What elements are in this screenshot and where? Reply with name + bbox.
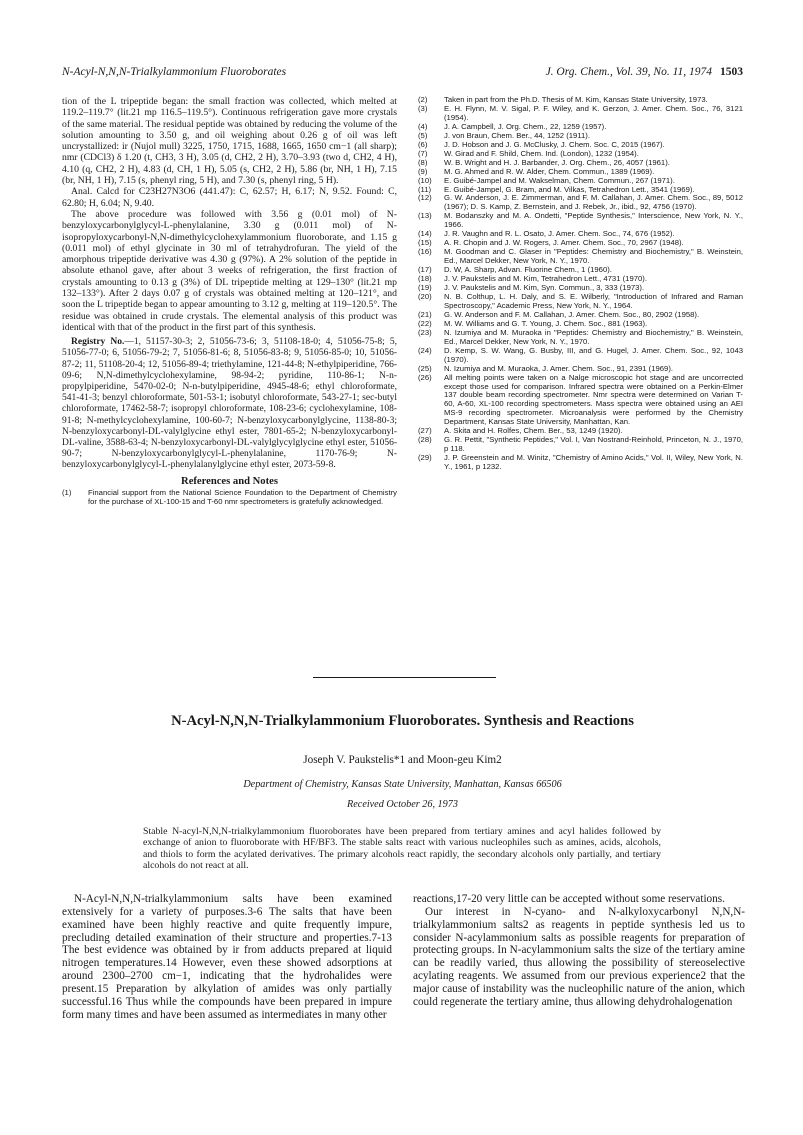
note-text: Financial support from the National Science Foundation to the Department of Chemistry for the purchase of XL-100-15 and T-60 nmr spectrometers is gratefully acknowledged. — [88, 487, 397, 506]
references-heading: References and Notes — [181, 475, 278, 487]
reference-item — [418, 436, 743, 454]
reference-text: J. R. Vaughn and R. L. Osato, J. Amer. Chem. Soc., 74, 676 (1952). — [444, 229, 675, 239]
article-title: N-Acyl-N,N,N-Trialkylammonium Fluoroborates. Synthesis and Reactions — [171, 713, 634, 729]
reference-number: (12) — [418, 193, 432, 203]
reference-text: M. W. Williams and G. T. Young, J. Chem. Soc., 881 (1963). — [444, 318, 648, 328]
body-paragraph-continued: reactions,17-20 very little can be accepted without some reservations. — [413, 893, 725, 905]
reference-number: (28) — [418, 435, 432, 445]
reference-number: (22) — [418, 318, 432, 328]
journal-citation: J. Org. Chem., Vol. 39, No. 11, 1974 — [545, 66, 712, 78]
reference-number: (7) — [418, 148, 428, 158]
section-divider — [313, 677, 496, 678]
reference-text: W. B. Wright and H. J. Barbander, J. Org. Chem., 26, 4057 (1961). — [444, 157, 670, 167]
reference-item — [418, 248, 743, 266]
reference-text: G. W. Anderson and F. M. Callahan, J. Amer. Chem. Soc., 80, 2902 (1958). — [444, 309, 700, 319]
page-number: 1503 — [720, 66, 743, 78]
reference-number: (18) — [418, 274, 432, 284]
reference-number: (6) — [418, 139, 428, 149]
reference-item — [418, 212, 743, 230]
procedure-paragraph: The above procedure was followed with 3.56 g (0.01 mol) of N-benzyloxycarbonylglycyl-L-phenylalanine, 3.30 g (0.011 mol) of N-isopropyloxycarbonyl-N,N-dimethylcyclohexylammonium fluoroborate, and 1.15 g (0.011 mol) of ethyl glycinate in 30 ml of tetrahydrofuran. The yield of the amorphous tripeptide derivative was 4.30 g (97%). A 2% solution of the peptide in absolute ethanol gave, after about 3 weeks of refrigeration, the first fraction of crystals amounting to 0.13 g (3%) of DL tripeptide melting at 129–130° (lit.21 mp 132–133°). After 2 days 0.07 g of crystals was obtained melting at 120–121°, and soon the L tripeptide began to appear amounting to 3.12 g, melting at 119–120.5°. The residue was obtained in crude crystals. The elemental analysis of this product was identical with that of the product in the first part of this synthesis. — [62, 208, 397, 333]
reference-text: N. Izumiya and M. Muraoka, J. Amer. Chem. Soc., 91, 2391 (1969). — [444, 363, 674, 373]
reference-text: G. W. Anderson, J. E. Zimmerman, and F. M. Callahan, J. Amer. Chem. Soc., 89, 5012 (1967); D. S. Kamp, Z. Bernstein, and J. Rebek, Jr., ibid., 92, 4756 (1970). — [444, 193, 743, 212]
reference-text: N. B. Colthup, L. H. Daly, and S. E. Wilberly, "Introduction of Infrared and Raman Spectroscopy," Academic Press, New York, N. Y., 1964. — [444, 291, 743, 310]
references-column — [418, 96, 743, 472]
registry-paragraph — [62, 337, 397, 471]
reference-item — [418, 374, 743, 428]
article-authors: Joseph V. Paukstelis*1 and Moon-geu Kim2 — [303, 754, 502, 766]
reference-number: (8) — [418, 157, 428, 167]
reference-number: (27) — [418, 426, 432, 436]
reference-text: D. W, A. Sharp, Advan. Fluorine Chem., 1 (1960). — [444, 265, 612, 275]
abstract: Stable N-acyl-N,N,N-trialkylammonium fluoroborates have been prepared from tertiary amines and acyl halides followed by exchange of anion to fluoroborate with HF/BF3. The stable salts react with various nucleophiles such as amines, acids, alcohols, and thiols to form the acylated derivatives. The primary alcohols react rapidly, the secondary alcohols only partially, and tertiary alcohols do not react at all. — [143, 826, 661, 871]
reference-number: (26) — [418, 372, 432, 382]
reference-number: (9) — [418, 166, 428, 176]
reference-item — [418, 347, 743, 365]
reference-text: Taken in part from the Ph.D. Thesis of M. Kim, Kansas State University, 1973. — [444, 95, 708, 104]
received-date: Received October 26, 1973 — [347, 799, 458, 810]
reference-text: W. Girad and F. Shild, Chem. Ind. (London), 1232 (1954). — [444, 148, 639, 158]
reference-text: E. Guibé-Jampel, G. Bram, and M. Vilkas, Tetrahedron Lett., 3541 (1969). — [444, 184, 695, 194]
note-number: (1) — [62, 487, 72, 497]
reference-number: (17) — [418, 265, 432, 275]
body-right-column — [413, 893, 745, 1009]
reference-text: J. P. Greenstein and M. Winitz, "Chemistry of Amino Acids," Vol. II, Wiley, New York, N. Y., 1961, p 1232. — [444, 453, 743, 472]
reference-text: E. Guibé-Jampel and M. Wakselman, Chem. Commun., 267 (1971). — [444, 175, 675, 185]
reference-number: (23) — [418, 327, 432, 337]
reference-number: (20) — [418, 291, 432, 301]
reference-number: (3) — [418, 103, 428, 113]
reference-number: (2) — [418, 95, 428, 104]
reference-text: N. Izumiya and M. Muraoka in "Peptides: Chemistry and Biochemistry," B. Weinstein, Ed., Marcel Dekker, New York, N. Y., 1970. — [444, 327, 743, 346]
experimental-paragraph: tion of the L tripeptide began: the small fraction was collected, which melted at 119.2–119.7° (lit.21 mp 116.5–119.5°). Continuous refrigeration gave more crystals of the same material. The residual peptide was obtained by reducing the volume of the solution amounting to 3.50 g, and oil weighing about 0.26 g of oil was left uncrystallized: ir (Nujol mull) 3225, 1750, 1715, 1688, 1665, 1650 cm−1 (all sharp); nmr (CDCl3) δ 1.20 (t, CH3, 3 H), 3.05 (d, CH2, 2 H), 3.70–3.93 (two d, CH2, 4 H), 4.10 (q, CH2, 2 H), 4.83 (d, CH, 1 H), 5.05 (s, CH2, 2 H), 5.86 (br, NH, 1 H), 7.15 (br, NH, 1 H), 7.15 (s, phenyl ring, 5 H), and 7.30 (s, phenyl ring, 5 H). — [62, 96, 397, 187]
reference-text: J. V. Paukstelis and M. Kim, Syn. Commun., 3, 333 (1973). — [444, 283, 645, 293]
reference-number: (5) — [418, 130, 428, 140]
reference-number: (10) — [418, 175, 432, 185]
reference-text: A. R. Chopin and J. W. Rogers, J. Amer. Chem. Soc., 70, 2967 (1948). — [444, 238, 684, 248]
reference-text: J. von Braun, Chem. Ber., 44, 1252 (1911). — [444, 130, 591, 140]
reference-text: All melting points were taken on a Nalge microscopic hot stage and are uncorrected except those used for comparison. Infrared spectra were obtained on a Perkin-Elmer 137 double beam recording spectrometer. Nmr spectra were determined on Varian T-60, A-60, XL-100 recording spectrometers. Mass spectra were obtained using an AEI MS-9 recording spectrometer. Microanalysis were performed by the Chemistry Department, Kansas State University, Manhattan, Kan. — [444, 372, 743, 427]
reference-number: (14) — [418, 229, 432, 239]
reference-item — [418, 194, 743, 212]
running-header-title: N-Acyl-N,N,N-Trialkylammonium Fluoroborates — [62, 66, 287, 78]
reference-text: D. Kemp, S. W. Wang, G. Busby, III, and G. Hugel, J. Amer. Chem. Soc., 92, 1043 (1970). — [444, 345, 743, 364]
analysis-paragraph: Anal. Calcd for C23H27N3O6 (441.47): C, 62.57; H, 6.17; N, 9.52. Found: C, 62.80; H, 6.04; N, 9.40. — [62, 186, 397, 209]
reference-number: (21) — [418, 309, 432, 319]
reference-text: M. Goodman and C. Glaser in "Peptides: Chemistry and Biochemistry," B. Weinstein, Ed., Marcel Dekker, New York, N. Y., 1970. — [444, 247, 743, 266]
body-left-column — [62, 893, 392, 1021]
reference-number: (4) — [418, 121, 428, 131]
reference-item — [418, 329, 743, 347]
registry-label: Registry No. — [71, 337, 125, 348]
reference-number: (29) — [418, 453, 432, 463]
body-paragraph: Our interest in N-cyano- and N-alkyloxycarbonyl N,N,N-trialkylammonium salts2 as reagents in peptide synthesis led us to consider N-acylammonium salts as possible reagents for preparation of protecting groups. In N-acylammonium salts the size of the tertiary amine can be readily varied, thus allowing the possibility of stereoselective acylating reagents. We assumed from our previous experience2 that the major cause of instability was the nucleophilic nature of the anion, which could regenerate the tertiary amine, thus allowing dehydrohalogenation — [413, 905, 745, 1008]
left-column — [62, 96, 397, 507]
reference-text: G. R. Pettit, "Synthetic Peptides," Vol. I, Van Nostrand-Reinhold, Princeton, N. J., 1970, p 118. — [444, 435, 743, 454]
reference-number: (11) — [418, 184, 432, 194]
reference-item — [418, 293, 743, 311]
registry-numbers: —1, 51157-30-3; 2, 51056-73-6; 3, 51108-18-0; 4, 51056-75-8; 5, 51056-77-0; 6, 51056-79-2; 7, 51056-81-6; 8, 51056-83-8; 9, 51056-85-0; 10, 51056-87-2; 11, 51108-20-4; 12, 51056-89-4; triethylamine, 121-44-8; N-ethylpiperidine, 766-09-6; N,N-dimethylcyclohexylamine, 98-94-2; pyridine, 110-86-1; N-n-propylpiperidine, 5470-02-0; N-n-butylpiperidine, 4945-48-6; ethyl chloroformate, 541-41-3; benzyl chloroformate, 501-53-1; isobutyl chloroformate, 543-27-1; sec-butyl chloroformate, 17462-58-7; isopropyl chloroformate, 108-23-6; cyclohexylamine, 108-91-8; N-methylcyclohexylamine, 100-60-7; N-benzyloxycarbonylglycine, 1138-80-3; N-benzyloxycarbonyl-DL-valylglycine ethyl ester, 7801-65-2; N-benzyloxycarbonyl-DL-valine, 3588-63-4; N-benzyloxycarbonyl-DL-valylglycylglycine ethyl ester, 51056-90-7; N-benzyloxycarbonylglycyl-L-phenylalanine, 1170-76-9; N-benzyloxycarbonylglycyl-L-phenylalanylglycine ethyl ester, 2073-59-8. — [62, 337, 397, 471]
reference-number: (24) — [418, 345, 432, 355]
running-header-journal — [546, 66, 743, 78]
reference-number: (13) — [418, 211, 432, 221]
reference-text: E. H. Flynn, M. V. Sigal, P. F. Wiley, and K. Gerzon, J. Amer. Chem. Soc., 76, 3121 (1954). — [444, 103, 743, 122]
author-affiliation: Department of Chemistry, Kansas State University, Manhattan, Kansas 66506 — [243, 779, 562, 790]
reference-text: J. V. Paukstelis and M. Kim, Tetrahedron Lett., 4731 (1970). — [444, 274, 647, 284]
reference-number: (16) — [418, 247, 432, 257]
reference-text: M. G. Ahmed and R. W. Alder, Chem. Commun., 1389 (1969). — [444, 166, 655, 176]
reference-note-1 — [62, 489, 397, 507]
reference-item — [418, 105, 743, 123]
reference-number: (15) — [418, 238, 432, 248]
reference-number: (25) — [418, 363, 432, 373]
body-paragraph: N-Acyl-N,N,N-trialkylammonium salts have been examined extensively for a variety of purposes.3-6 The salts that have been examined have been highly reactive and quite frequently impure, precluding detailed examination of their structure and properties.7-13 The best evidence was obtained by ir from adducts prepared at liquid nitrogen temperatures.14 However, even these showed adsorptions at around 2300–2700 cm−1, indicating that the hydrohalides were present.15 Preparation by alkylation of amides was only partially successful.16 Thus while the compounds have been prepared in impure form many times and have been assumed as intermediates in many other — [62, 893, 392, 1021]
reference-text: A. Skita and H. Rolfes, Chem. Ber., 53, 1249 (1920). — [444, 426, 623, 436]
reference-text: J. D. Hobson and J. G. McClusky, J. Chem. Soc. C, 2015 (1967). — [444, 139, 665, 149]
reference-text: M. Bodanszky and M. A. Ondetti, "Peptide Synthesis," Interscience, New York, N. Y., 1966. — [444, 211, 743, 230]
reference-text: J. A. Campbell, J. Org. Chem., 22, 1259 (1957). — [444, 121, 607, 131]
reference-number: (19) — [418, 283, 432, 293]
reference-item — [418, 454, 743, 472]
